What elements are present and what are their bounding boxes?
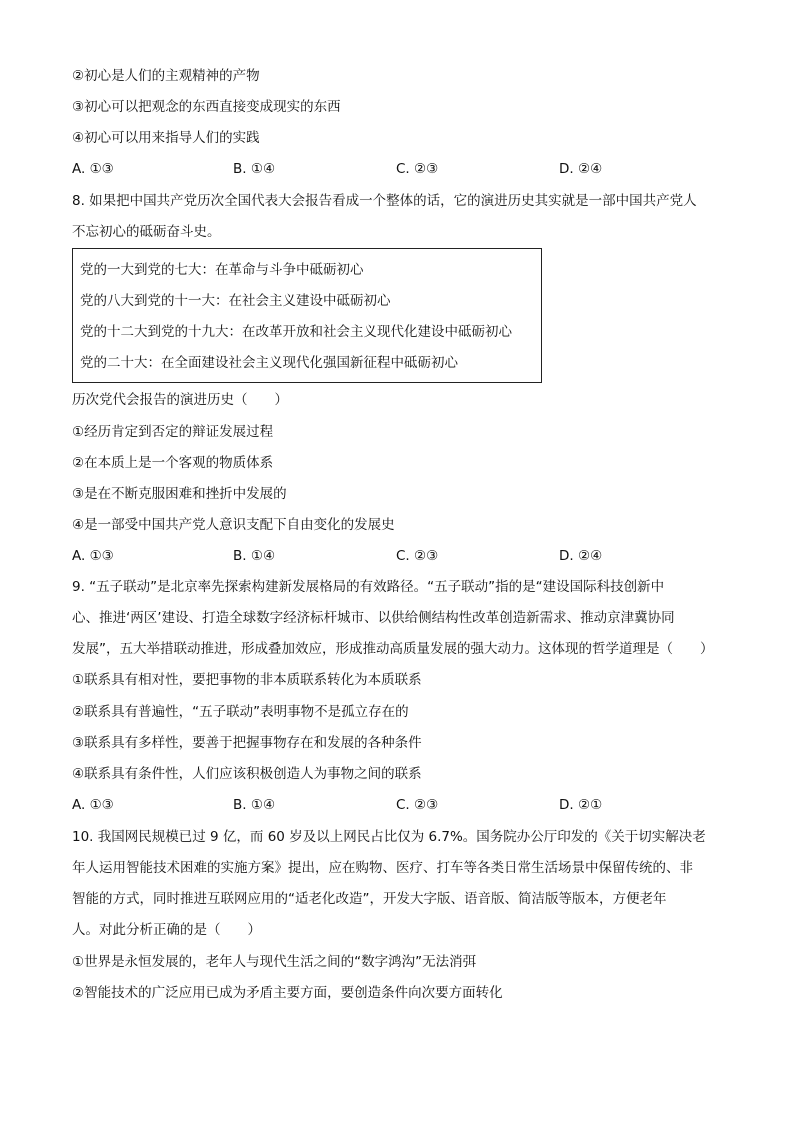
q8-stem-line-2: 不忘初心的砥砺奋斗史。	[72, 224, 221, 240]
q8-box-line-2: 党的八大到党的十一大：在社会主义建设中砥砺初心	[80, 293, 391, 309]
q8-options	[72, 546, 732, 566]
q7-statement-4: ④初心可以用来指导人们的实践	[72, 130, 260, 146]
q7-statement-2: ②初心是人们的主观精神的产物	[72, 68, 260, 84]
q8-statement-4: ④是一部受中国共产党人意识支配下自由变化的发展史	[72, 517, 395, 533]
q9-option-c: C. ②③	[396, 797, 439, 813]
q10-stem-line-3: 智能的方式，同时推进互联网应用的“适老化改造”，开发大字版、语音版、简洁版等版本，方便老年	[72, 891, 667, 907]
q8-option-b: B. ①④	[233, 548, 276, 564]
q10-stem-line-2: 年人运用智能技术困难的实施方案》提出，应在购物、医疗、打车等各类日常生活场景中保留传统的、非	[72, 860, 693, 876]
q8-box-line-4: 党的二十大：在全面建设社会主义现代化强国新征程中砥砺初心	[80, 355, 458, 371]
q9-statement-2: ②联系具有普遍性，“五子联动”表明事物不是孤立存在的	[72, 704, 409, 720]
q9-options	[72, 795, 732, 815]
q9-statement-4: ④联系具有条件性，人们应该积极创造人为事物之间的联系	[72, 766, 422, 782]
q9-option-b: B. ①④	[233, 797, 276, 813]
q9-option-a: A. ①③	[72, 797, 114, 813]
q7-option-c: C. ②③	[396, 161, 439, 177]
q10-stem-line-1: 10. 我国网民规模已过 9 亿，而 60 岁及以上网民占比仅为 6.7%。国务院办公厅印发的《关于切实解决老	[72, 829, 706, 845]
q7-option-b: B. ①④	[233, 161, 276, 177]
q9-stem-line-1: 9. “五子联动”是北京率先探索构建新发展格局的有效路径。“五子联动”指的是“建设国际科技创新中	[72, 579, 665, 595]
q8-statement-1: ①经历肯定到否定的辩证发展过程	[72, 424, 274, 440]
q8-box-line-3: 党的十二大到党的十九大：在改革开放和社会主义现代化建设中砥砺初心	[80, 324, 512, 340]
q8-material-box	[72, 248, 542, 383]
q7-statement-3: ③初心可以把观念的东西直接变成现实的东西	[72, 99, 341, 115]
q9-stem-line-3: 发展”，五大举措联动推进，形成叠加效应，形成推动高质量发展的强大动力。这体现的哲学道理是（ ）	[72, 641, 714, 657]
q8-question: 历次党代会报告的演进历史（ ）	[72, 392, 288, 408]
q8-option-d: D. ②④	[559, 548, 603, 564]
q9-option-d: D. ②①	[559, 797, 603, 813]
q8-box-line-1: 党的一大到党的七大：在革命与斗争中砥砺初心	[80, 262, 364, 278]
q8-option-a: A. ①③	[72, 548, 114, 564]
q7-option-d: D. ②④	[559, 161, 603, 177]
q10-statement-2: ②智能技术的广泛应用已成为矛盾主要方面，要创造条件向次要方面转化	[72, 985, 503, 1001]
q8-option-c: C. ②③	[396, 548, 439, 564]
q10-stem-line-4: 人。对此分析正确的是（ ）	[72, 922, 261, 938]
q10-statement-1: ①世界是永恒发展的，老年人与现代生活之间的“数字鸿沟”无法消弭	[72, 954, 477, 970]
q7-option-a: A. ①③	[72, 161, 114, 177]
q8-statement-3: ③是在不断克服困难和挫折中发展的	[72, 486, 287, 502]
q7-options	[72, 159, 732, 179]
q8-statement-2: ②在本质上是一个客观的物质体系	[72, 455, 274, 471]
q9-stem-line-2: 心、推进‘两区’建设、打造全球数字经济标杆城市、以供给侧结构性改革创造新需求、推动京津冀协同	[72, 610, 675, 626]
q9-statement-1: ①联系具有相对性，要把事物的非本质联系转化为本质联系	[72, 672, 422, 688]
q8-stem-line-1: 8. 如果把中国共产党历次全国代表大会报告看成一个整体的话，它的演进历史其实就是一部中国共产党人	[72, 193, 697, 209]
q9-statement-3: ③联系具有多样性，要善于把握事物存在和发展的各种条件	[72, 735, 422, 751]
